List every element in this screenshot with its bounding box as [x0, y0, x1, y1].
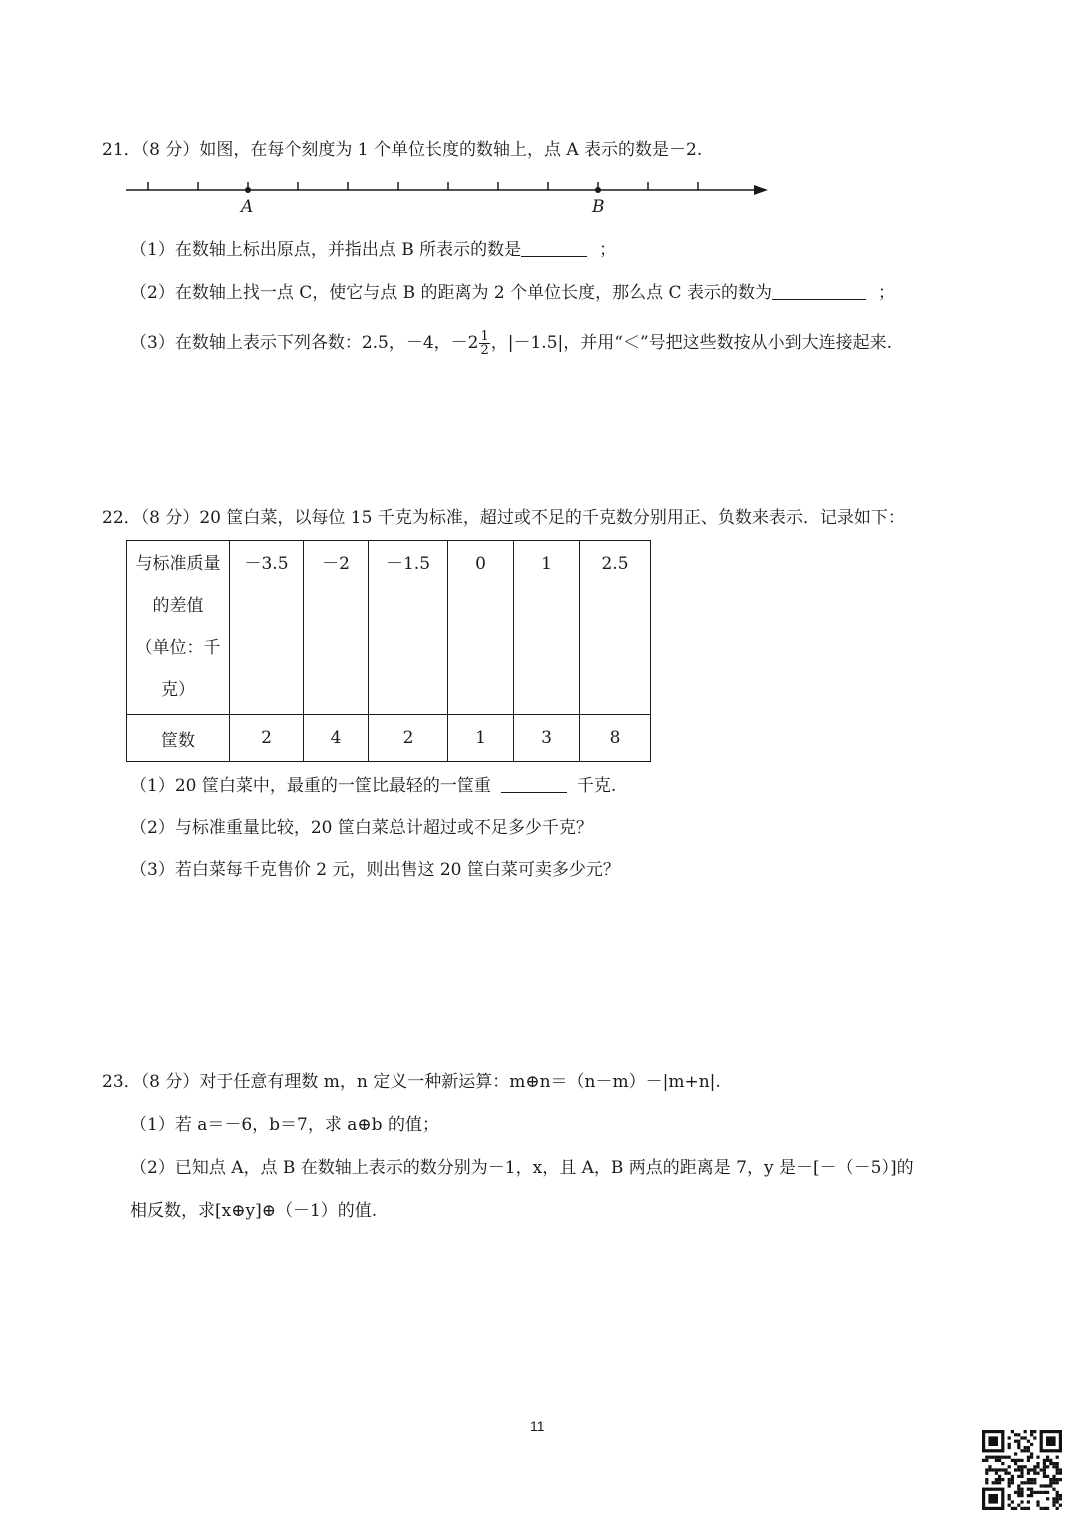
number-line: [120, 172, 780, 222]
fraction-denominator: 2: [480, 343, 489, 358]
point-b-label: B: [592, 197, 605, 217]
table-row-differences: [127, 541, 651, 715]
point-a-dot: [245, 187, 251, 193]
table-cell: 3: [514, 715, 580, 762]
table-cell: 8: [580, 715, 651, 762]
table-cell: 4: [304, 715, 369, 762]
q21-part3: [130, 330, 892, 357]
q21-header: 21．（8 分）如图，在每个刻度为 1 个单位长度的数轴上，点 A 表示的数是－2.: [102, 140, 703, 160]
fraction-one-half: [479, 330, 489, 357]
q22-part1-text: （1）20 筐白菜中，最重的一筐比最轻的一筐重: [130, 776, 491, 796]
q21-part3-suffix: ，|－1.5|，并用“＜”号把这些数按从小到大连接起来.: [490, 333, 893, 353]
header-line: 克）: [161, 680, 195, 700]
q23-part1: （1）若 a＝－6，b＝7，求 a⊕b 的值；: [130, 1115, 439, 1135]
table-cell: 0: [448, 541, 514, 715]
q21-part2-text: （2）在数轴上找一点 C，使它与点 B 的距离为 2 个单位长度，那么点 C 表示的数为: [130, 283, 772, 303]
point-b-dot: [595, 187, 601, 193]
q22-part1-end: 千克.: [576, 776, 617, 796]
q21-part1-text: （1）在数轴上标出原点，并指出点 B 所表示的数是: [130, 240, 522, 260]
fraction-numerator: 1: [480, 329, 489, 344]
q22-part1-blank[interactable]: [501, 776, 567, 793]
q22-part2: （2）与标准重量比较，20 筐白菜总计超过或不足多少千克？: [130, 818, 593, 838]
q22-part1: [130, 774, 616, 798]
q21-part2-blank[interactable]: [772, 283, 866, 300]
header-line: 与标准质量: [135, 554, 221, 574]
q21-part3-prefix: （3）在数轴上表示下列各数：2.5，－4，－2: [130, 333, 479, 353]
table-row-counts: [127, 715, 651, 762]
table-header-count: 筐数: [127, 715, 230, 762]
table-cell: －2: [304, 541, 369, 715]
q21-part1: [130, 238, 616, 262]
q22-part3: （3）若白菜每千克售价 2 元，则出售这 20 筐白菜可卖多少元？: [130, 860, 620, 880]
table-cell: 2.5: [580, 541, 651, 715]
header-line: （单位：千: [135, 638, 221, 658]
table-cell: 1: [448, 715, 514, 762]
point-a-label: A: [241, 197, 254, 217]
table-cell: 1: [514, 541, 580, 715]
q21-part1-blank[interactable]: [521, 240, 587, 257]
table-cell: －3.5: [230, 541, 304, 715]
table-cell: 2: [230, 715, 304, 762]
page-number: 11: [530, 1418, 545, 1434]
q21-part1-end: ；: [599, 240, 617, 260]
table-cell: －1.5: [369, 541, 448, 715]
table-cell: 2: [369, 715, 448, 762]
table-header-difference: [127, 541, 230, 715]
q21-part2-end: ；: [877, 283, 895, 303]
qr-code-icon: [982, 1430, 1062, 1510]
q21-part2: [130, 281, 895, 305]
q23-part2-line1: （2）已知点 A，点 B 在数轴上表示的数分别为－1，x，且 A，B 两点的距离是 7，y 是－[－（－5）]的: [130, 1158, 914, 1178]
q23-header: 23．（8 分）对于任意有理数 m，n 定义一种新运算：m⊕n＝（n－m）－|m+n|.: [102, 1072, 721, 1092]
header-line: 的差值: [152, 596, 204, 616]
q22-header: 22．（8 分）20 筐白菜，以每位 15 千克为标准，超过或不足的千克数分别用正、负数来表示．记录如下：: [102, 508, 905, 528]
cabbage-table: [126, 540, 651, 762]
q23-part2-line2: 相反数，求[x⊕y]⊕（－1）的值.: [130, 1201, 378, 1221]
